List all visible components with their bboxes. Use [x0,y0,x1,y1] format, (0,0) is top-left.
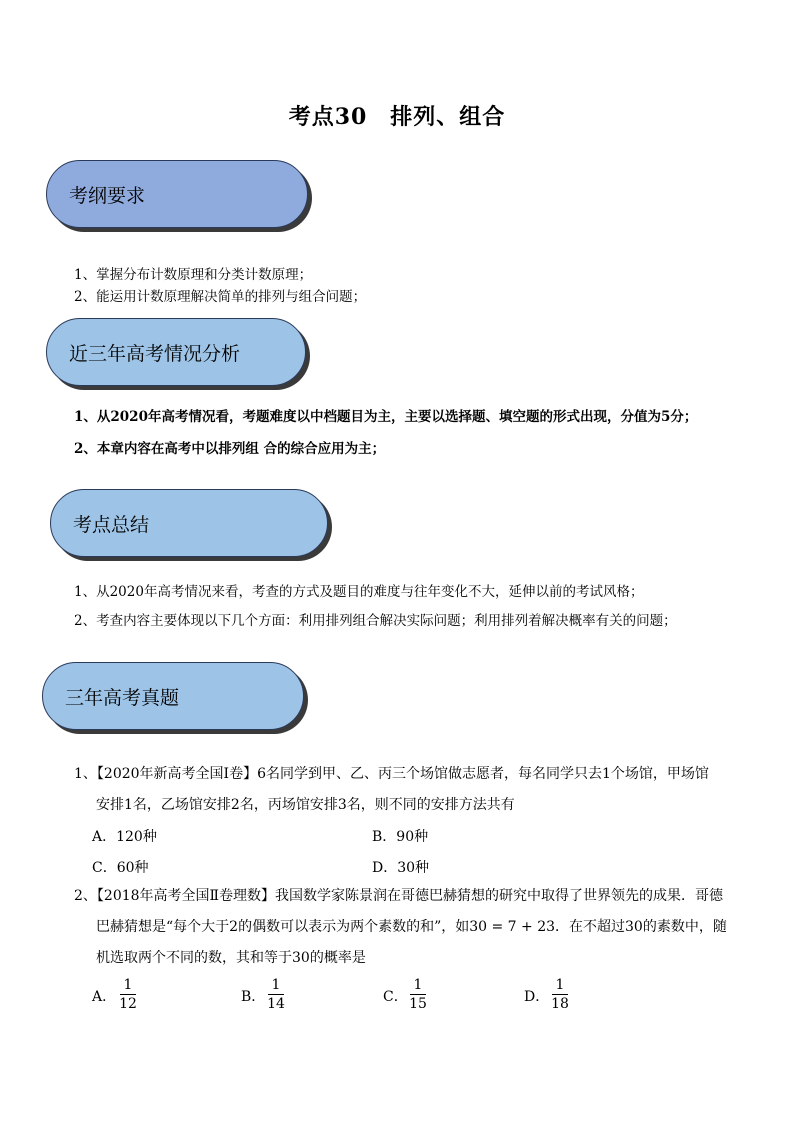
fraction-numerator: 1 [555,977,565,993]
section-heading-summary: 考点总结 [50,489,328,557]
fraction-numerator: 1 [271,977,281,993]
section-heading-exam-requirements: 考纲要求 [46,160,308,228]
summary-item-1: 1、从2020年高考情况来看，考查的方式及题目的难度与往年变化不大，延伸以前的考试风格； [74,584,644,600]
question-2-option-a-fraction [118,976,138,1013]
question-2-line-2: 巴赫猜想是“每个大于2的偶数可以表示为两个素数的和”，如30 = 7 + 23．在不超过30的素数中，随 [96,919,727,935]
page-title: 考点30 排列、组合 [288,104,506,130]
question-1-option-a: A．120种 [92,829,157,845]
section-heading-analysis: 近三年高考情况分析 [46,318,306,386]
question-1-line-2: 安排1名，乙场馆安排2名，丙场馆安排3名，则不同的安排方法共有 [96,797,515,813]
fraction-denominator: 18 [551,996,569,1012]
section-heading-past-exams: 三年高考真题 [42,662,304,730]
question-2-option-c-fraction [408,976,428,1013]
question-2-line-3: 机选取两个不同的数，其和等于30的概率是 [96,950,366,966]
question-2-option-a-label: A． [92,989,117,1005]
question-2-option-b-label: B． [241,989,266,1005]
fraction-denominator: 14 [267,996,285,1012]
question-2-option-c-label: C． [383,989,408,1005]
fraction-numerator: 1 [123,977,133,993]
requirement-item-2: 2、能运用计数原理解决简单的排列与组合问题； [74,289,367,305]
fraction-numerator: 1 [413,977,423,993]
question-2-option-b-fraction [266,976,286,1013]
summary-item-2: 2、考查内容主要体现以下几个方面：利用排列组合解决实际问题；利用排列着解决概率有关的问题； [74,613,677,629]
question-2-option-d-fraction [550,976,570,1013]
question-1-option-c: C．60种 [92,860,149,876]
requirement-item-1: 1、掌握分布计数原理和分类计数原理； [74,267,313,283]
question-1-option-b: B．90种 [372,829,429,845]
analysis-item-2: 2、本章内容在高考中以排列组 合的综合应用为主； [74,441,386,457]
question-1-line-1: 1、【2020年新高考全国Ⅰ卷】6名同学到甲、乙、丙三个场馆做志愿者，每名同学只去1个场馆，甲场馆 [74,766,709,782]
question-2-line-1: 2、【2018年高考全国Ⅱ卷理数】我国数学家陈景润在哥德巴赫猜想的研究中取得了世界领先的成果．哥德 [74,888,724,904]
question-2-option-d-label: D． [524,989,550,1005]
question-1-option-d: D．30种 [372,860,430,876]
analysis-item-1: 1、从2020年高考情况看，考题难度以中档题目为主，主要以选择题、填空题的形式出现，分值为5分； [74,409,698,425]
fraction-denominator: 12 [119,996,137,1012]
fraction-denominator: 15 [409,996,427,1012]
